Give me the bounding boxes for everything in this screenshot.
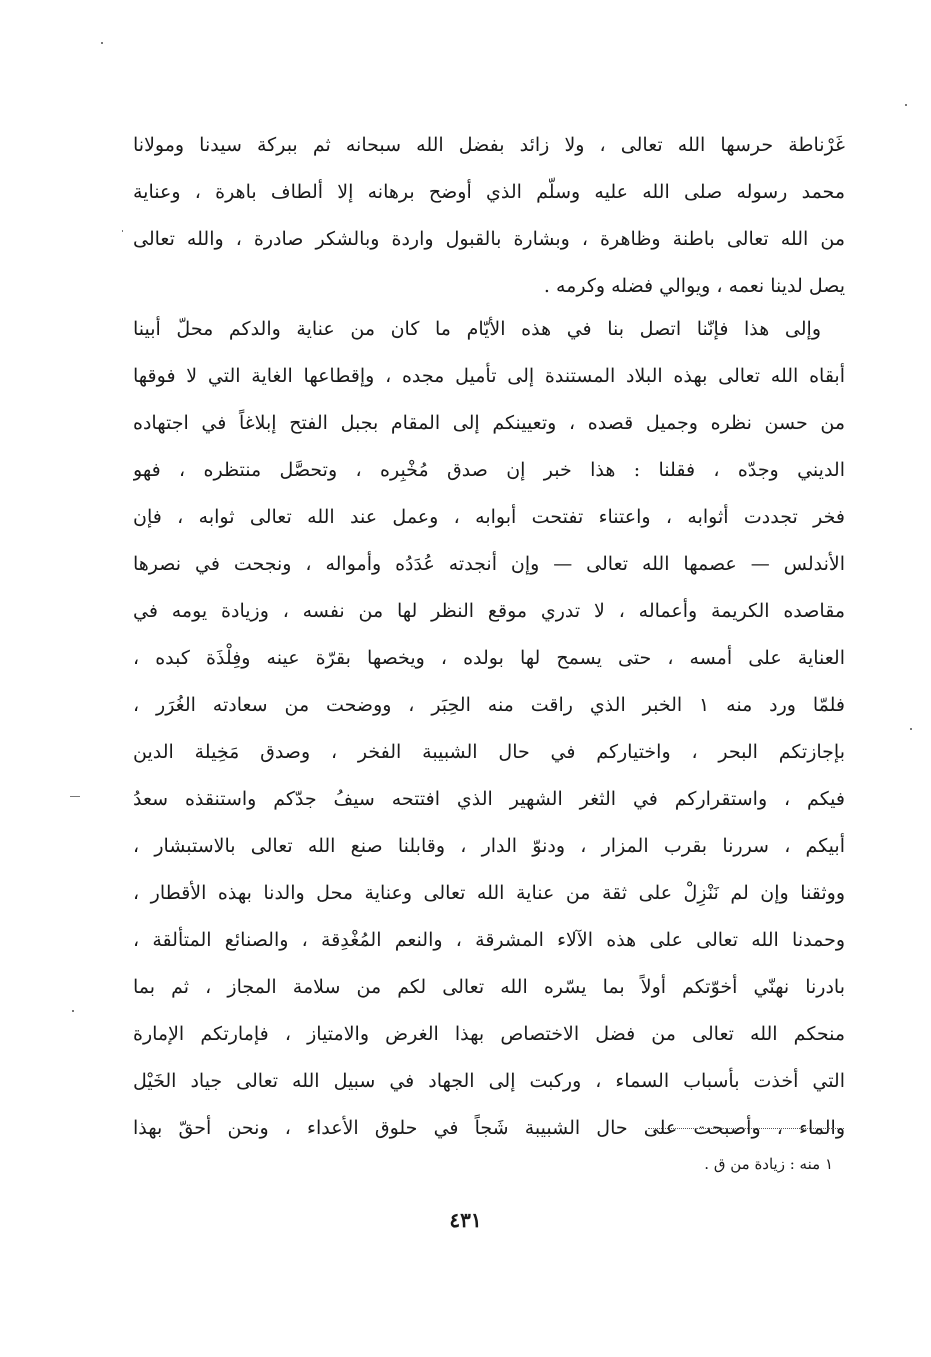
- scan-speck: [70, 796, 80, 797]
- scan-speck: [905, 104, 907, 106]
- text-line: منحكم الله تعالى من فضل الاختصاص بهذا الغرض والامتياز ، فإمارتكم الإمارة: [133, 1023, 845, 1045]
- text-line: بإجازتكم البحر ، واختياركم في حال الشبيبة الفخر ، وصدق مَخِيلة الدين: [133, 741, 845, 763]
- scan-speck: [122, 230, 123, 232]
- text-line: أبقاه الله تعالى بهذه البلاد المستندة إلى تأميل مجده ، وإقطاعها الغاية التي لا فوقها: [133, 365, 845, 387]
- text-line: ووثقنا وإن لم نَنْزِلْ على ثقة من عناية الله تعالى وعناية محل والدنا بهذه الأقطار ،: [133, 882, 845, 904]
- text-line: مقاصده الكريمة وأعماله ، لا تدري موقع النظر لها من نفسه ، وزيادة يومه في: [133, 600, 845, 622]
- text-line: بادرنا نهنّي أخوّتكم أولاً بما يسّره الله تعالى لكم من سلامة المجاز ، ثم بما: [133, 976, 845, 998]
- text-line: غَرْناطة حرسها الله تعالى ، ولا زائد بفضل الله سبحانه ثم ببركة سيدنا ومولانا: [133, 134, 845, 156]
- footnote: ١ منه : زيادة من ق .: [704, 1155, 833, 1173]
- page-number: ٤٣١: [449, 1208, 482, 1232]
- text-line: فخر تجددت أثوابه ، واعتناء تفتحت أبوابه ، وعمل عند الله تعالى ثوابه ، فإن: [133, 506, 845, 528]
- text-line: والماء ، وأصبحت على حال الشبيبة شَجاً في حلوق الأعداء ، ونحن أحقّ بهذا: [133, 1117, 845, 1139]
- text-line: الأندلس — عصمها الله تعالى — وإن أنجدته عُدَدُه وأمواله ، ونجحت في نصرها: [133, 553, 845, 575]
- scan-speck: [101, 42, 103, 44]
- scan-speck: [72, 1010, 74, 1012]
- text-line: أبيكم ، سررنا بقرب المزار ، ودنوّ الدار ، وقابلنا صنع الله تعالى بالاستبشار ،: [133, 835, 845, 857]
- paragraph-2: [133, 306, 845, 1152]
- scan-speck: [910, 728, 912, 730]
- text-line: فيكم ، واستقراركم في الثغر الشهير الذي افتتحه سيفُ جدّكم واستنقذه سعدُ: [133, 788, 845, 810]
- text-line: من حسن نظره وجميل قصده ، وتعيينكم إلى المقام بجبل الفتح إبلاغاً في اجتهاده: [133, 412, 845, 434]
- text-line: التي أخذت بأسباب السماء ، وركبت إلى الجهاد في سبيل الله تعالى جياد الخَيْل: [133, 1070, 845, 1092]
- text-line: وحمدنا الله تعالى على هذه الآلاء المشرقة ، والنعم المُغْدِقة ، والصنائع المتألقة ،: [133, 929, 845, 951]
- paragraph-1: [133, 122, 845, 310]
- text-line: الديني وجدّه ، فقلنا : هذا خبر إن صدق مُخْبِره ، وتحصَّل منتظره ، فهو: [133, 459, 845, 481]
- text-line: محمد رسوله صلى الله عليه وسلّم الذي أوضح برهانه إلا ألطاف باهرة ، وعناية: [133, 181, 845, 203]
- text-line: من الله تعالى باطنة وظاهرة ، وبشارة بالقبول واردة وبالشكر صادرة ، والله تعالى: [133, 228, 845, 250]
- text-line: العناية على أمسه ، حتى يسمح لها بولده ، ويخصها بقرّة عينه وفِلْذَة كبده ،: [133, 647, 845, 669]
- footnote-separator: [648, 1128, 844, 1129]
- text-line: فلمّا ورد منه ١ الخبر الذي راقت منه الحِبَر ، ووضحت من سعادته الغُرَر ،: [133, 694, 845, 716]
- text-line: يصل لدينا نعمه ، ويوالي فضله وكرمه .: [543, 275, 845, 297]
- text-line: وإلى هذا فإنّنا اتصل بنا في هذه الأيّام ما كان من عناية والدكم محلّ أبينا: [133, 318, 821, 340]
